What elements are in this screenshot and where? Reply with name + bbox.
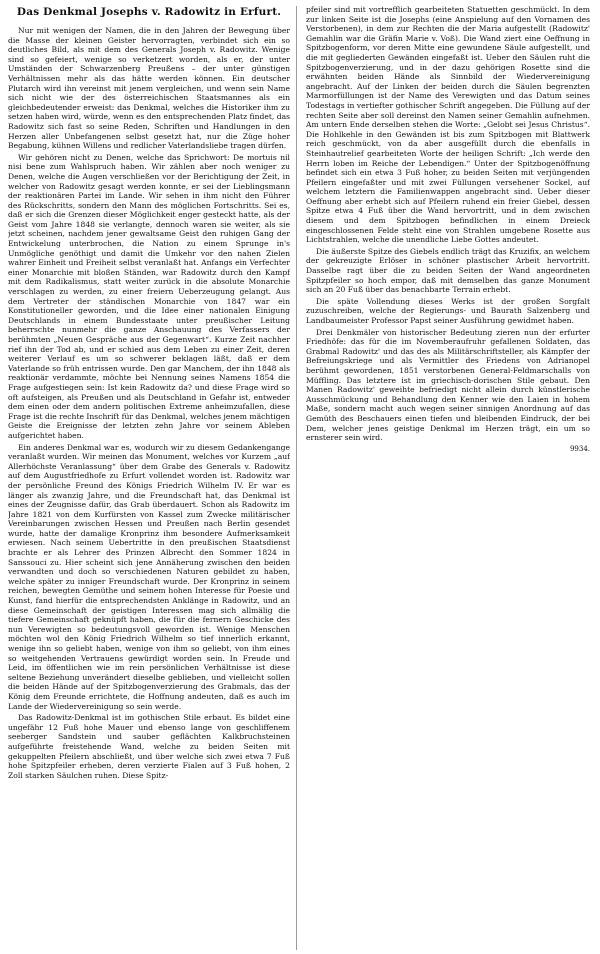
article-title: Das Denkmal Josephs v. Radowitz in Erfurt.: [16, 6, 282, 18]
paragraph: Die äußerste Spitze des Giebels endlich trägt das Kruzifix, an welchem der gekreuzigte Erlöser in schöner plastischer Arbeit hervortritt. Dasselbe ragt über die zu beiden Seiten der Wand angeordneten Spitzpfeiler so hoch empor, daß mit demselben das ganze Monument sich an 20 Fuß über das benachbarte Terrain erhebt.: [306, 246, 590, 295]
article-signature: 9934.: [569, 444, 590, 453]
paragraph: Drei Denkmäler von historischer Bedeutung zieren nun der erfurter Friedhöfe: das für die im Novemberaufruhr gefallenen Soldaten, das Grabmal Radowitz' und das des als Militärschriftsteller, als Kämpfer der Befreiungskriege und als Vermittler des Friedens von Adrianopel berühmt gewordenen, 1851 verstorbenen General-Feldmarschalls von Müffling. Das letztere ist im griechisch-dorischen Stile gebaut. Den Manen Radowitz' geweihte befriedigt nicht allein durch künstlerische Ausschmückung und Behandlung den Kenner wie den Laien in hohem Maße, sondern macht auch wegen seiner sinnigen Anordnung auf das Gemüth des Beschauers einen tiefen und bleibenden Eindruck, der bei Dem, welcher jenes geistige Denkmal im Herzen trägt, ein um so ernsterer sein wird.: [306, 327, 590, 443]
left-column: [8, 26, 290, 950]
right-column: [306, 5, 590, 950]
paragraph: Das Radowitz-Denkmal ist im gothischen Stile erbaut. Es bildet eine ungefähr 12 Fuß hohe Mauer und ebenso lange von geschliffenem seeberger Sandstein und sauber geflächten Kalkbruchsteinen aufgeführte freistehende Wand, welche zu beiden Seiten mit gekuppelten Pfeilern abschließt, und über welche sich zwei etwa 7 Fuß hohe Spitzpfeiler erheben, deren verzierte Fialen auf 3 Fuß hohen, 2 Zoll starken Säulchen ruhen. Diese Spitz-: [8, 713, 290, 780]
paragraph: Die späte Vollendung dieses Werks ist der großen Sorgfalt zuzuschreiben, welche der Regierungs- und Baurath Salzenberg und Landbaumeister Professor Papst seiner Ausführung gewidmet haben.: [306, 296, 590, 325]
paragraph: Wir gehören nicht zu Denen, welche das Sprichwort: De mortuis nil nisi bene zum Wahlspruch haben. Wir zählen aber noch weniger zu Denen, welche die Augen verschließen vor der Berichtigung der Zeit, in welcher von Radowitz gesagt werden konnte, er sei der Lieblingsmann der reaktionären Partei im Lande. Wir sehen in ihm nicht den Führer des Rückschritts, sondern den Mann des möglichen Fortschritts. Sei es, daß er sich die Grenzen dieser Möglichkeit enger gesteckt hatte, als der Geist vom Jahre 1848 sie verlangte, dennoch waren sie weiter, als sie jetzt scheinen, nachdem jener gewaltsame Geist den ruhigen Gang der Entwickelung unterbrochen, die Nation zu einem Sprunge in's Unmögliche genöthigt und damit die Umkehr vor den nahen Zielen wahrer Einheit und Freiheit selbst veranlaßt hat. Anfangs ein Verfechter einer Monarchie mit bloßen Ständen, war Radowitz durch den Kampf mit dem Radikalismus, statt weiter zurück in die absolute Monarchie verschlagen zu werden, zu einer freiern Ueberzeugung gelangt. Aus dem Vertreter der ständischen Monarchie von 1847 war ein Konstitutioneller geworden, und die Idee einer nationalen Einigung Deutschlands in einem Bundesstaate unter preußischer Leitung beherrschte nunmehr die ganze Anschauung des Verfassers der berühmten „Neuen Gespräche aus der Gegenwart“. Kurze Zeit nachher rief ihn der Tod ab, und er schied aus dem Leben zu einer Zeit, deren weiterer Verlauf es um so schwerer beklagen läßt, daß er dem Vaterlande so früh entrissen wurde. Den gar Manchem, der ihn 1848 als reaktionär verdammte, möchte bei Nennung seines Namens 1854 die Frage aufgestiegen sein: Ist kein Radowitz da? und diese Frage wird so oft aufsteigen, als Preußen und als Deutschland in Gefahr ist, entweder dem einen oder dem andern politischen Extreme anheimzufallen, diese Frage ist die rechte Inschrift für das Denkmal, welches jenem mächtigen Geiste die Ereignisse der letzten zehn Jahre vor seinem Ableben aufgerichtet haben.: [8, 152, 290, 440]
column-divider: [296, 6, 297, 950]
paragraph: Ein anderes Denkmal war es, wodurch wir zu diesem Gedankengange veranlaßt wurden. Wir meinen das Monument, welches vor Kurzem „auf Allerhöchste Veranlassung“ über dem Grabe des Generals v. Radowitz auf dem Augustfriedhofe zu Erfurt vollendet worden ist. Radowitz war der persönliche Freund des Königs Friedrich Wilhelm IV. Er war es länger als zwanzig Jahre, und die Freundschaft hat, das Denkmal ist eines der Zeugnisse dafür, das Grab überdauert. Schon als Radowitz im Jahre 1821 von dem Kurfürsten von Kassel zum Zwecke militärischer Vereinbarungen zwischen Hessen und Preußen nach Berlin gesendet wurde, hatte der damalige Kronprinz ihm besondere Aufmerksamkeit erwiesen. Nach seinem Uebertritte in den preußischen Staatsdienst brachte er als Lehrer des Prinzen Albrecht den Sommer 1824 in Sanssouci zu. Hier scheint sich jene Annäherung zwischen den beiden verwandten und doch so verschiedenen Naturen gebildet zu haben, welche später zu inniger Freundschaft wurde. Der Kronprinz in seinem reichen, bewegten Gemüthe und seinem hohen Interesse für Poesie und Kunst, fand hierfür die entsprechendsten Anklänge in Radowitz, und an diese Gemeinschaft der geistigen Interessen mag sich allmälig die tiefere Gemeinschaft geknüpft haben, die für die fernern Geschicke des nun Verewigten so bedeutungsvoll geworden ist. Wenige Menschen möchten wol den König Friedrich Wilhelm so tief innerlich erkannt, wenige ihn so geliebt haben, wenige von ihm so geliebt, von ihm eines so weitgehenden Vertrauens gewürdigt worden sein. In Freude und Leid, im öffentlichen wie im rein persönlichen Verhältnisse ist diese seltene Beziehung unverändert dieselbe geblieben, und vielleicht sollen die beiden Hände auf der Spitzbogenverzierung des Grabmals, das der König dem Freunde errichtete, die Hoffnung andeuten, daß es auch im Lande der Wiedervereinigung so sein werde.: [8, 442, 290, 711]
paragraph: pfeiler sind mit vortrefflich gearbeiteten Statuetten geschmückt. In dem zur linken Seite ist die Josephs (eine Anspielung auf den Vornamen des Verstorbenen), in dem zur Rechten die der Maria aufgestellt (Radowitz' Gemahlin war die Gräfin Marie v. Voß). Die Wand ziert eine Oeffnung in Spitzbogenform, vor deren Mitte eine gewundene Säule aufgestellt, und die mit gegliederten Gewänden eingefaßt ist. Ueber den Säulen ruht die Spitzbogenverzierung, und in der dazu gehörigen Rosette sind die erwähnten beiden Hände als Sinnbild der Wiedervereinigung angebracht. Auf der Linken der beiden durch die Säulen begrenzten Marmorfüllungen ist der Name des Verewigten und das Datum seines Todestags in vertiefter gothischer Schrift angegeben. Die Füllung auf der rechten Seite aber soll dereinst den Namen seiner Gemahlin aufnehmen. Am untern Ende derselben stehen die Worte: „Gelobt sei Jesus Christus“. Die Hohlkehle in den Gewänden ist bis zum Spitzbogen mit Blattwerk reich geschmückt, von da aber ausgefüllt durch die ebenfalls in Steinhautrelief gearbeiteten Worte der heiligen Schrift: „Ich werde den Herrn loben im Reiche der Lebendigen.“ Unter der Spitzbogenöffnung befindet sich ein etwa 3 Fuß hoher, zu beiden Seiten mit verjüngenden Pfeilern eingefaßter und mit zwei Füllungen versehener Sockel, auf welchem letztern die Familienwappen angebracht sind. Ueber dieser Oeffnung aber erhebt sich auf Pfeilern ruhend ein freier Giebel, dessen Spitze etwa 4 Fuß über die Wand hervortritt, und in dem zwischen diesem und dem Spitzbogen befindlichen in einem Dreieck eingeschlossenen Felde steht eine von Strahlen umgebene Rosette aus Lichtstrahlen, welche die unendliche Liebe Gottes andeutet.: [306, 5, 590, 245]
paragraph: Nur mit wenigen der Namen, die in den Jahren der Bewegung über die Masse der kleinen Geister hervorragten, verbindet sich ein so deutliches Bild, als mit dem des Generals Joseph v. Radowitz. Wenige sind so gefeiert, wenige so verketzert worden, als er, der unter Umständen der Schwarzenberg Preußens – der unter günstigen Verhältnissen mehr als das hätte werden können. Ein deutscher Plutarch wird ihn vereinst mit jenem vergleichen, und wenn sein Name sich nicht wie der des österreichischen Staatsmannes als ein gleichbedeutender erweist: das Denkmal, welches die Historiker ihm zu setzen haben wird, würde, wenn es den entsprechenden Platz findet, das Radowitz sich fast so seine Reden, Schriften und Handlungen in den Herzen aller Unbefangenen selbst gesetzt hat, nur die Züge hoher Begabung, kühnen Willens und redlicher Vaterlandsliebe tragen dürfen.: [8, 26, 290, 151]
